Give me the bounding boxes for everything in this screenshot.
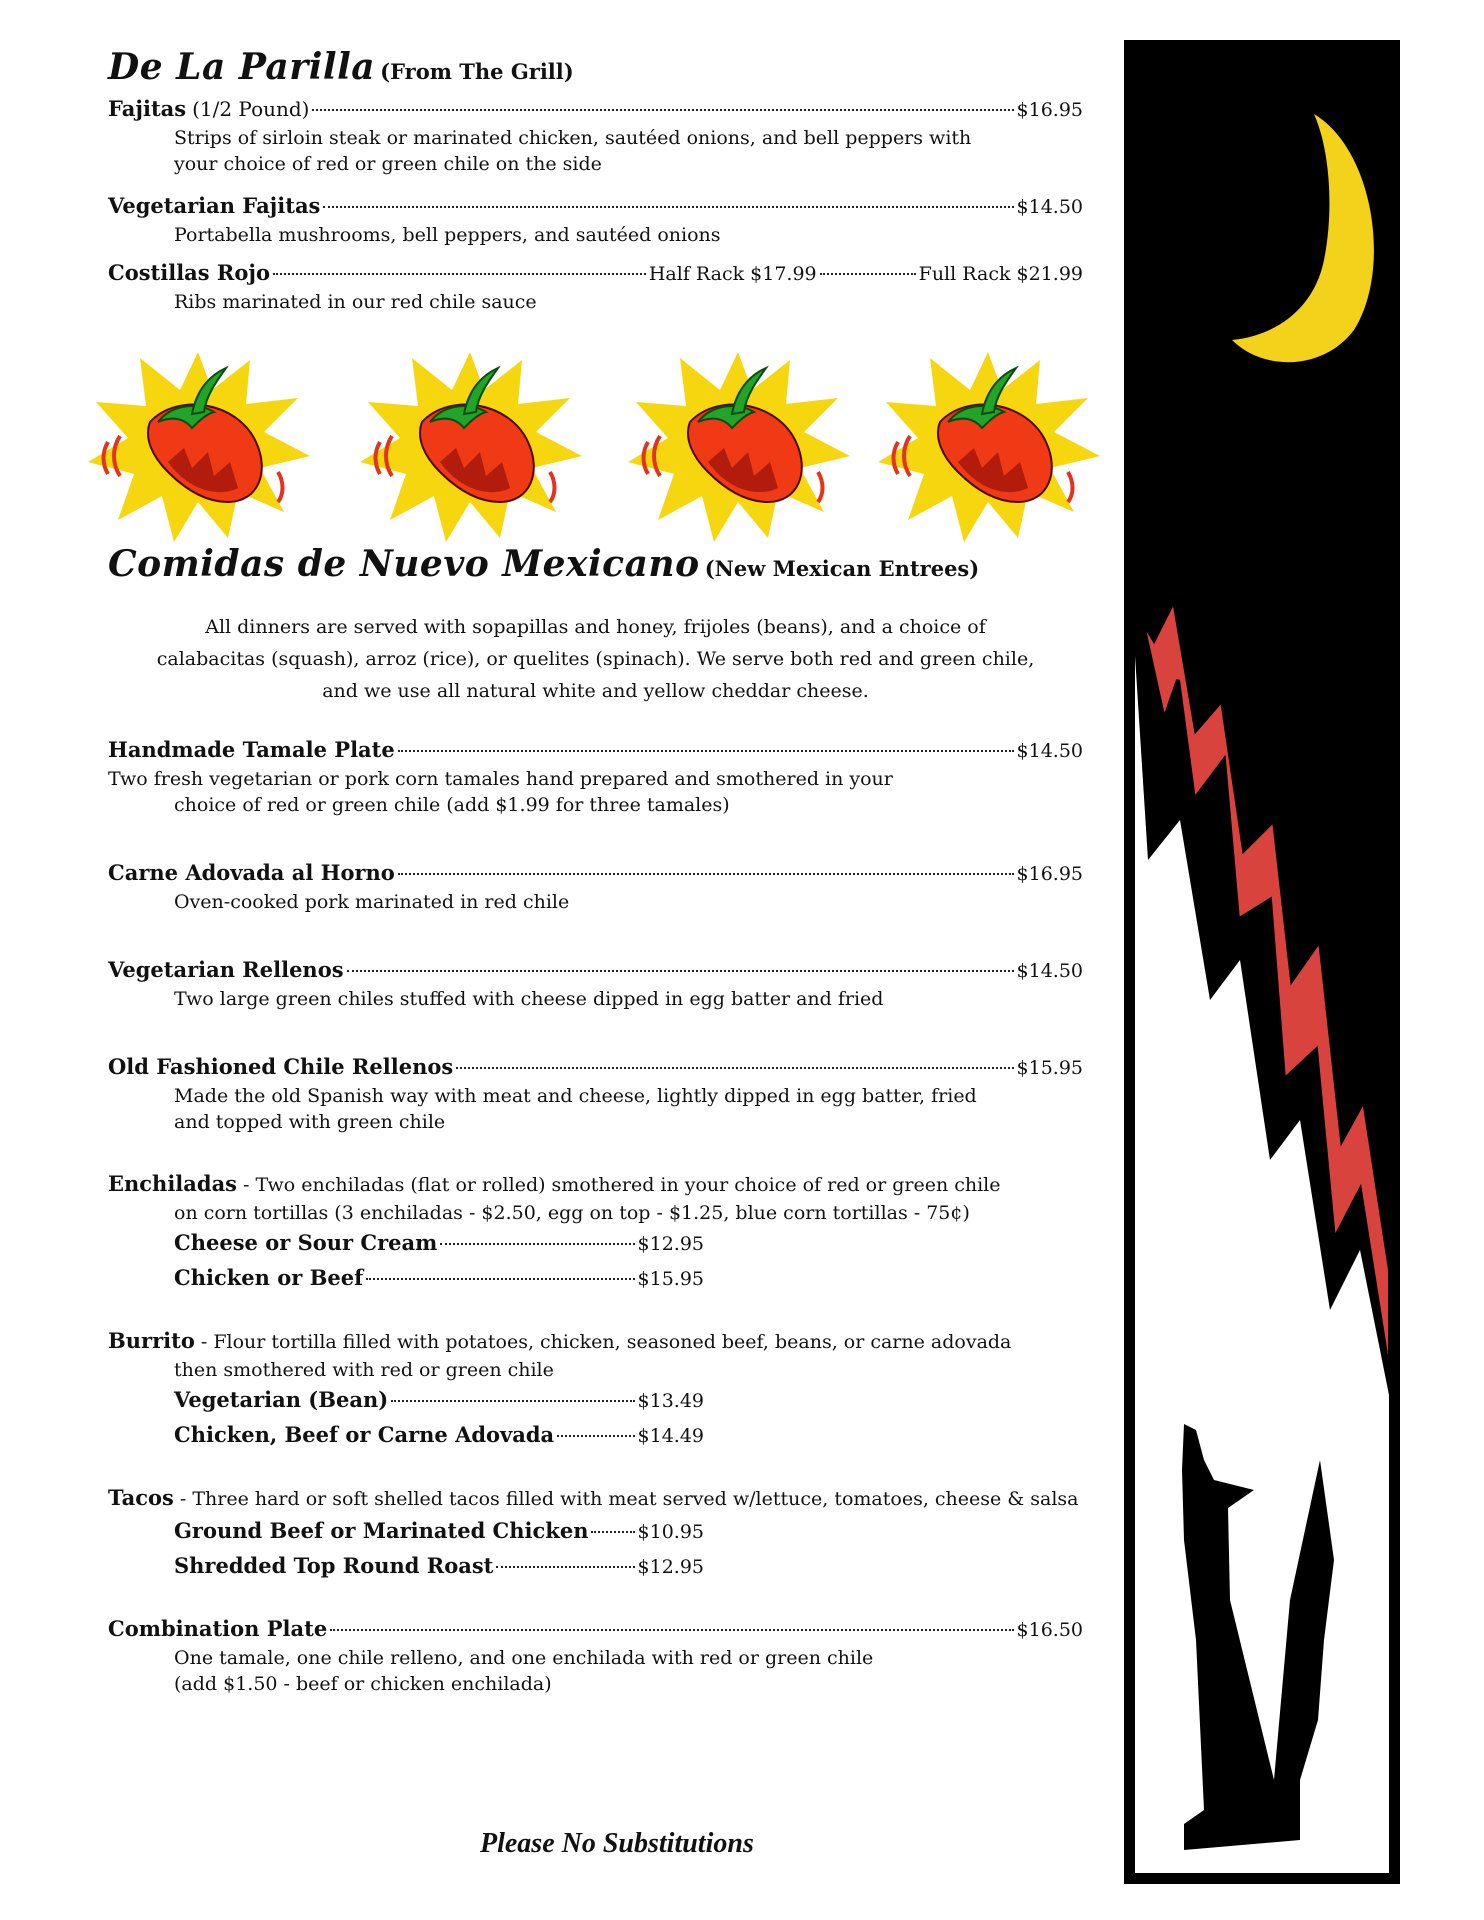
item-desc: - Three hard or soft shelled tacos filled with meat served w/lettuce, tomatoes, cheese & salsa <box>173 1488 1079 1510</box>
item-name: Tacos <box>108 1485 174 1510</box>
half-rack-price: Half Rack $17.99 <box>648 263 817 285</box>
item-price: $16.95 <box>1016 863 1083 885</box>
full-rack-price: Full Rack $21.99 <box>918 263 1083 285</box>
option-name: Vegetarian (Bean) <box>174 1387 389 1412</box>
item-name: Combination Plate <box>108 1616 328 1641</box>
item-desc: (add $1.50 - beef or chicken enchilada) <box>174 1673 552 1695</box>
entrees-intro <box>108 611 1083 707</box>
chile-pepper-border <box>88 352 1108 542</box>
dot-leader <box>347 970 1014 972</box>
intro-line: and we use all natural white and yellow cheddar cheese. <box>322 680 869 702</box>
option-name: Shredded Top Round Roast <box>174 1553 494 1578</box>
item-desc <box>108 766 1083 818</box>
dot-leader <box>496 1566 634 1568</box>
item-name: Handmade Tamale Plate <box>108 737 395 762</box>
item-name: Vegetarian Rellenos <box>108 957 344 982</box>
item-name: Vegetarian Fajitas <box>108 193 321 218</box>
item-price: $14.50 <box>1016 960 1083 982</box>
item-price: $14.50 <box>1016 196 1083 218</box>
item-desc: Oven-cooked pork marinated in red chile <box>174 891 570 913</box>
night-sky-artwork <box>1124 40 1400 1884</box>
menu-item-tamale-plate <box>108 735 1083 818</box>
dot-leader <box>273 273 646 275</box>
grill-heading <box>108 46 1083 94</box>
option-row <box>174 1418 704 1453</box>
option-row <box>174 1261 704 1296</box>
dot-leader <box>557 1435 634 1437</box>
menu-content <box>108 46 1083 1697</box>
menu-item-enchiladas <box>108 1169 1083 1296</box>
menu-item-costillas-rojo <box>108 258 1083 315</box>
entrees-heading <box>108 543 1083 591</box>
option-name: Chicken, Beef or Carne Adovada <box>174 1422 555 1447</box>
item-desc: One tamale, one chile relleno, and one enchilada with red or green chile <box>174 1647 874 1669</box>
item-desc: Portabella mushrooms, bell peppers, and sautéed onions <box>174 224 721 246</box>
item-name: Enchiladas <box>108 1171 238 1196</box>
item-name: Carne Adovada al Horno <box>108 860 395 885</box>
item-name: Old Fashioned Chile Rellenos <box>108 1054 454 1079</box>
option-price: $15.95 <box>637 1268 704 1290</box>
menu-item-fajitas <box>108 94 1083 177</box>
item-price: $15.95 <box>1016 1057 1083 1079</box>
grill-subtitle: (From The Grill) <box>380 59 574 84</box>
item-note: (1/2 Pound) <box>192 97 310 121</box>
item-desc: - Flour tortilla filled with potatoes, chicken, seasoned beef, beans, or carne adovada <box>194 1331 1012 1353</box>
option-price: $12.95 <box>637 1556 704 1578</box>
option-name: Cheese or Sour Cream <box>174 1230 438 1255</box>
desc-line: choice of red or green chile (add $1.99 for three tamales) <box>174 794 730 816</box>
option-row <box>174 1383 704 1418</box>
option-row <box>174 1226 704 1261</box>
item-name: Costillas Rojo <box>108 260 270 285</box>
option-row <box>174 1549 704 1584</box>
option-price: $13.49 <box>637 1390 704 1412</box>
dot-leader <box>398 750 1014 752</box>
item-price: $16.95 <box>1016 99 1083 121</box>
intro-line: calabacitas (squash), arroz (rice), or quelites (spinach). We serve both red and green chile, <box>156 648 1035 670</box>
option-name: Chicken or Beef <box>174 1265 364 1290</box>
menu-item-burrito <box>108 1326 1083 1453</box>
option-price: $12.95 <box>637 1233 704 1255</box>
item-price: $14.50 <box>1016 740 1083 762</box>
dot-leader <box>323 206 1013 208</box>
menu-item-vegetarian-fajitas <box>108 191 1083 248</box>
menu-item-tacos <box>108 1483 1083 1584</box>
dot-leader <box>398 873 1014 875</box>
item-name: Burrito <box>108 1328 195 1353</box>
intro-line: All dinners are served with sopapillas and honey, frijoles (beans), and a choice of <box>205 616 986 638</box>
option-price: $14.49 <box>637 1425 704 1447</box>
entrees-title: Comidas de Nuevo Mexicano <box>108 543 700 585</box>
item-desc: Two large green chiles stuffed with cheese dipped in egg batter and fried <box>174 988 884 1010</box>
dot-leader <box>330 1629 1013 1631</box>
option-row <box>174 1514 704 1549</box>
item-name: Fajitas <box>108 96 187 121</box>
item-desc: on corn tortillas (3 enchiladas - $2.50, egg on top - $1.25, blue corn tortillas - 75¢) <box>174 1202 970 1224</box>
menu-item-combination-plate <box>108 1614 1083 1697</box>
desc-line: Two fresh vegetarian or pork corn tamales hand prepared and smothered in your <box>108 768 893 790</box>
dot-leader <box>391 1400 634 1402</box>
item-desc: Strips of sirloin steak or marinated chicken, sautéed onions, and bell peppers with <box>174 127 972 149</box>
dot-leader <box>456 1067 1013 1069</box>
menu-item-vegetarian-rellenos <box>108 955 1083 1012</box>
dot-leader <box>820 273 916 275</box>
grill-title: De La Parilla <box>108 46 376 88</box>
dot-leader <box>440 1243 634 1245</box>
option-name: Ground Beef or Marinated Chicken <box>174 1518 589 1543</box>
item-desc: your choice of red or green chile on the side <box>174 153 602 175</box>
menu-item-carne-adovada <box>108 858 1083 915</box>
footer-note: Please No Substitutions <box>480 1828 754 1859</box>
item-desc: - Two enchiladas (flat or rolled) smothered in your choice of red or green chile <box>237 1174 1001 1196</box>
item-desc: and topped with green chile <box>174 1111 446 1133</box>
option-price: $10.95 <box>637 1521 704 1543</box>
dot-leader <box>591 1531 634 1533</box>
menu-item-chile-rellenos <box>108 1052 1083 1135</box>
item-desc: Made the old Spanish way with meat and cheese, lightly dipped in egg batter, fried <box>174 1085 977 1107</box>
entrees-subtitle: (New Mexican Entrees) <box>704 556 980 581</box>
item-desc: Ribs marinated in our red chile sauce <box>174 291 537 313</box>
item-desc: then smothered with red or green chile <box>174 1359 554 1381</box>
dot-leader <box>366 1278 634 1280</box>
dot-leader <box>312 109 1013 111</box>
item-price: $16.50 <box>1016 1619 1083 1641</box>
